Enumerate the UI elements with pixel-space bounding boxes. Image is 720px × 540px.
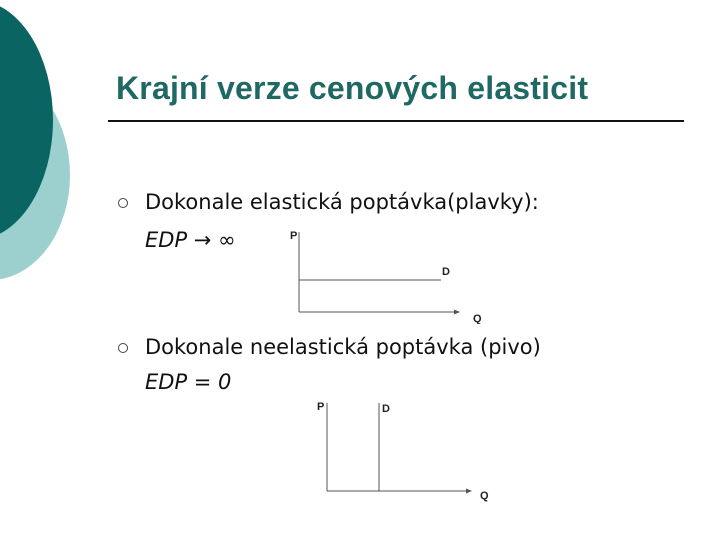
y-axis-label: P bbox=[317, 401, 325, 413]
slide-title: Krajní verze cenových elasticit bbox=[116, 70, 589, 106]
item-1-text: Dokonale elastická poptávka(plavky): bbox=[145, 190, 539, 214]
x-axis-label: Q bbox=[473, 313, 482, 324]
x-axis-arrow-icon bbox=[454, 310, 460, 315]
inelastic-demand-graph bbox=[314, 398, 504, 503]
x-axis-label: Q bbox=[480, 490, 489, 502]
demand-label: D bbox=[442, 266, 450, 278]
title-underline bbox=[108, 120, 684, 122]
item-2-text: Dokonale neelastická poptávka (pivo) bbox=[145, 335, 541, 359]
hollow-circle-bullet-icon bbox=[118, 343, 128, 353]
item-2-formula: EDP = 0 bbox=[145, 370, 232, 394]
elastic-demand-graph bbox=[286, 224, 486, 324]
item-1-formula: EDP → ∞ bbox=[145, 228, 236, 252]
demand-label: D bbox=[382, 403, 390, 415]
y-axis-label: P bbox=[290, 230, 298, 242]
x-axis-arrow-icon bbox=[466, 489, 472, 494]
hollow-circle-bullet-icon bbox=[118, 198, 128, 208]
